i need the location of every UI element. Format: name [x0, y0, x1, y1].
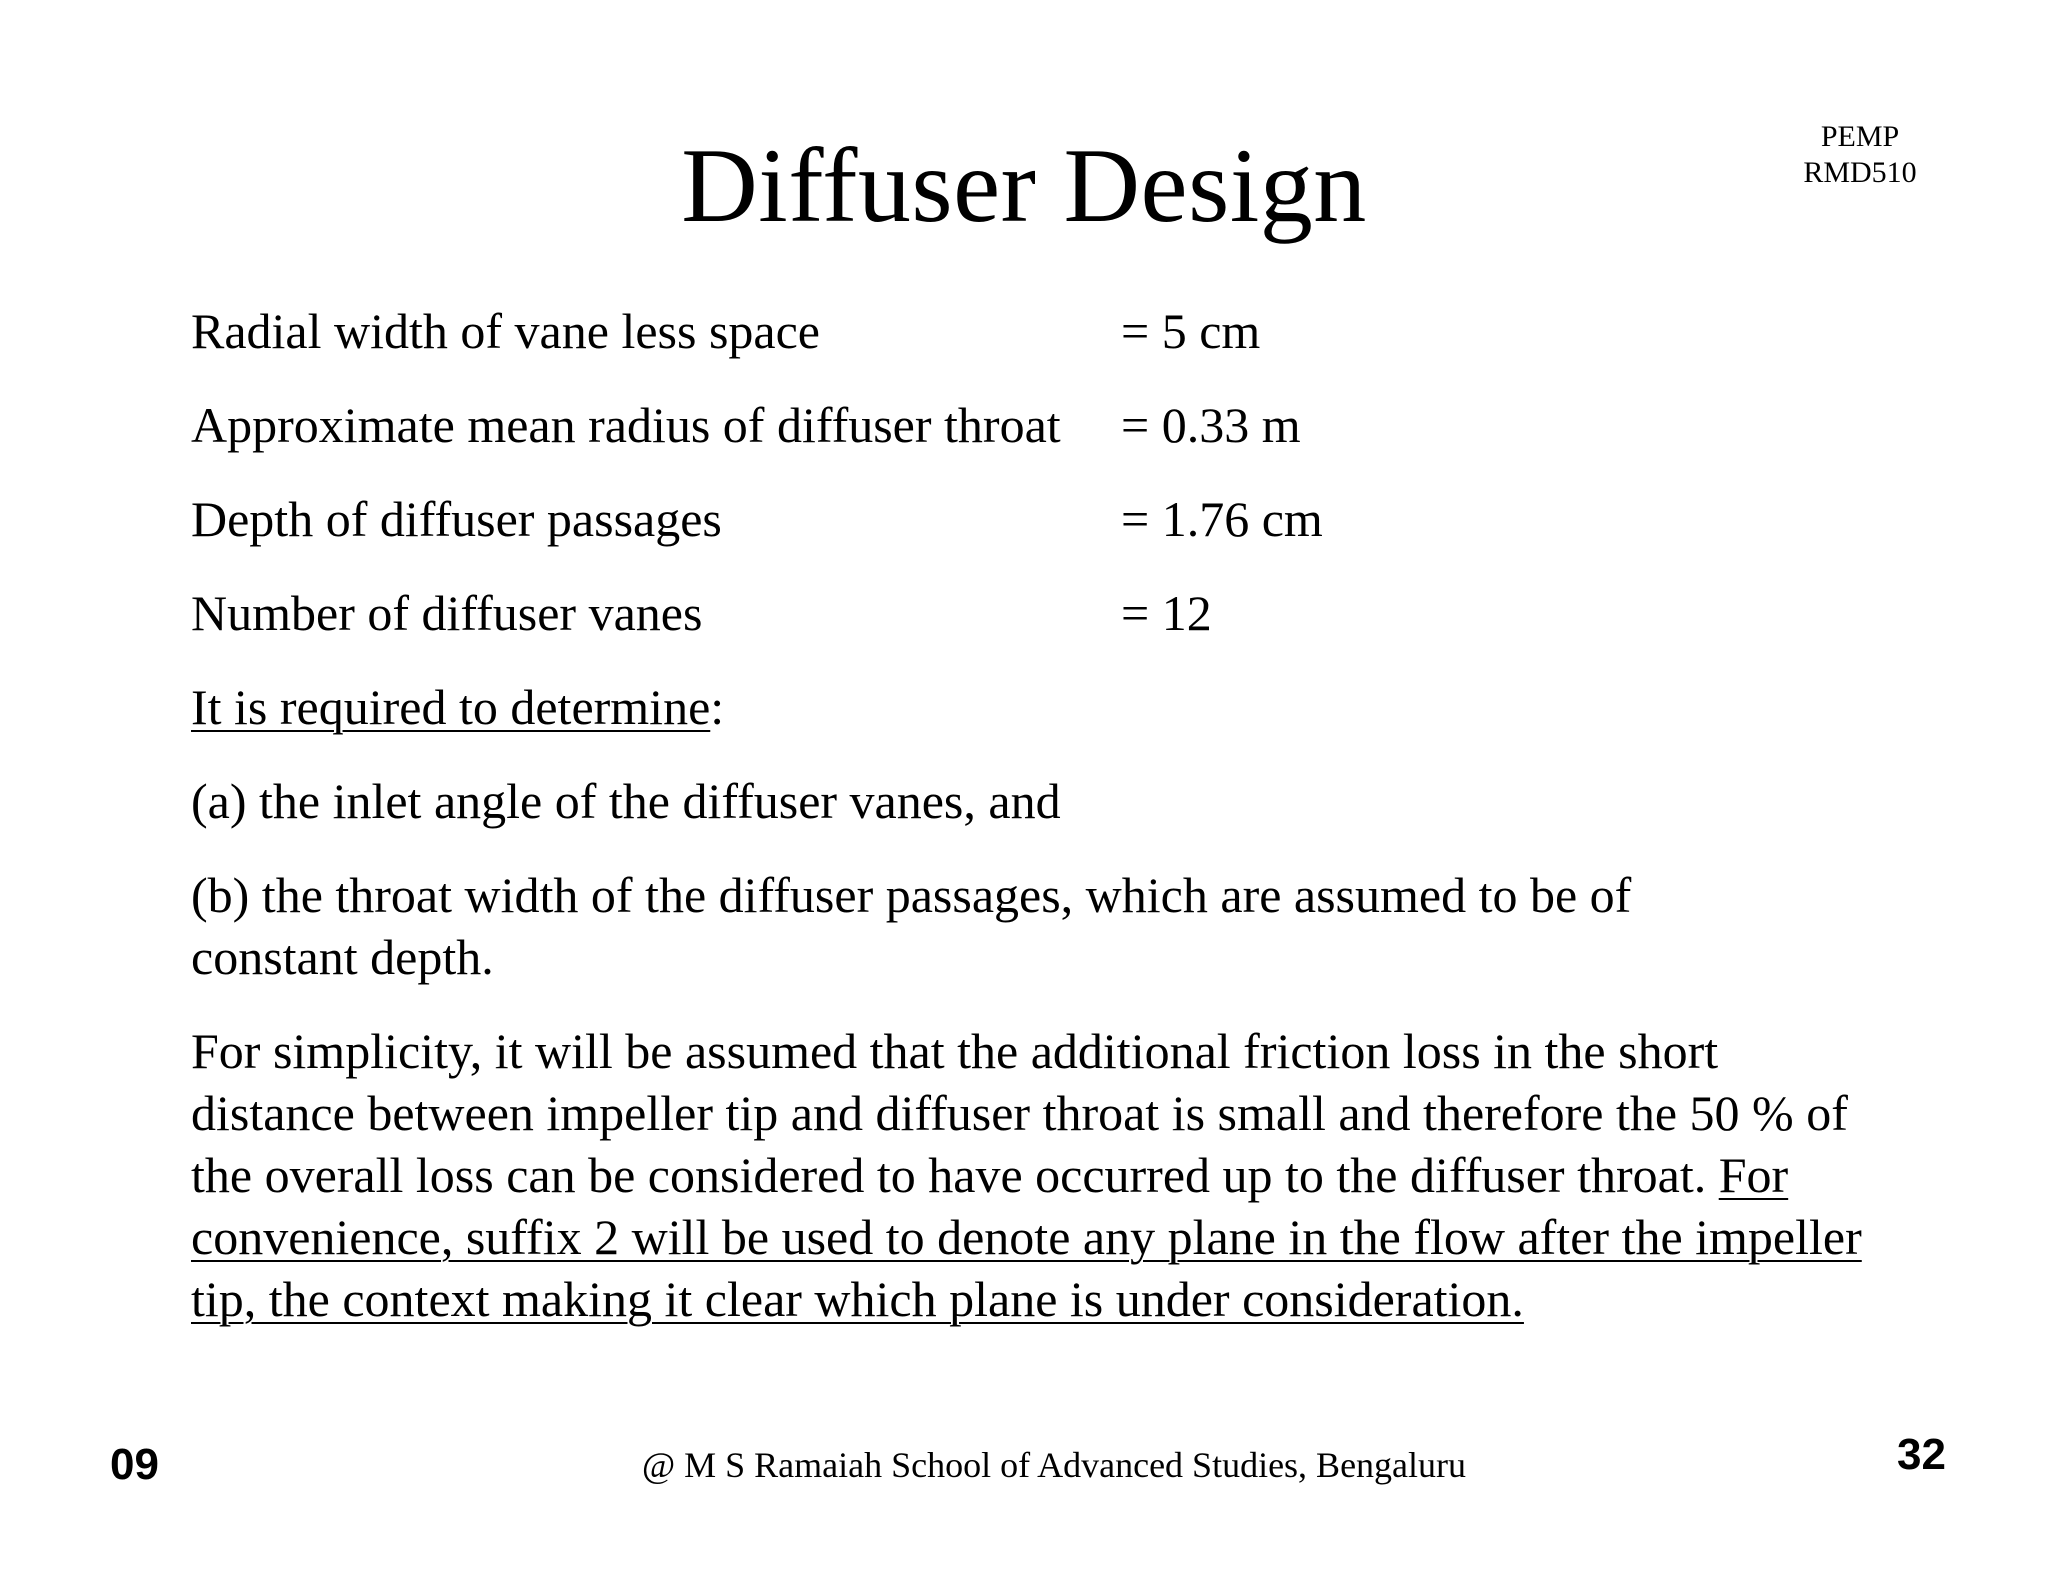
parameter-value: = 1.76 cm — [1121, 491, 1323, 547]
parameter-label: Number of diffuser vanes — [191, 585, 703, 641]
footer-copyright: @ M S Ramaiah School of Advanced Studies, Bengaluru — [641, 1445, 1467, 1485]
requirement-item-a: (a) the inlet angle of the diffuser vanes, and — [191, 773, 1061, 829]
slide-content — [191, 300, 1911, 1330]
parameter-row — [191, 300, 1911, 394]
convention-note: For convenience, suffix 2 will be used to denote any plane in the flow after the impeller tip, the context making it clear which plane is under consideration. — [191, 1147, 1862, 1327]
course-code-module: RMD510 — [1803, 156, 1917, 189]
course-code-program: PEMP — [1820, 120, 1900, 153]
course-code — [1780, 119, 1940, 191]
parameter-value: = 12 — [1121, 585, 1212, 641]
page-number: 32 — [1897, 1430, 1946, 1479]
requirement-heading-text: It is required to determine — [191, 679, 711, 735]
requirement-item-b: (b) the throat width of the diffuser passages, which are assumed to be of constant depth. — [191, 867, 1632, 985]
parameter-row — [191, 488, 1911, 582]
module-number: 09 — [110, 1440, 159, 1489]
parameter-label: Approximate mean radius of diffuser throat — [191, 397, 1061, 453]
requirement-heading — [191, 676, 1911, 738]
page-title: Diffuser Design — [681, 127, 1367, 244]
parameter-row — [191, 582, 1911, 676]
parameter-value: = 0.33 m — [1121, 397, 1301, 453]
parameter-value: = 5 cm — [1121, 303, 1261, 359]
parameter-row — [191, 394, 1911, 488]
assumption-text: For simplicity, it will be assumed that the additional friction loss in the short distance between impeller tip and diffuser throat is small and therefore the 50 % of the overall loss can be considered to have occurred up to the diffuser throat. — [191, 1023, 1848, 1203]
requirement-heading-colon: : — [710, 679, 725, 735]
assumption-paragraph — [191, 1020, 1891, 1330]
parameter-label: Radial width of vane less space — [191, 303, 820, 359]
parameter-label: Depth of diffuser passages — [191, 491, 722, 547]
